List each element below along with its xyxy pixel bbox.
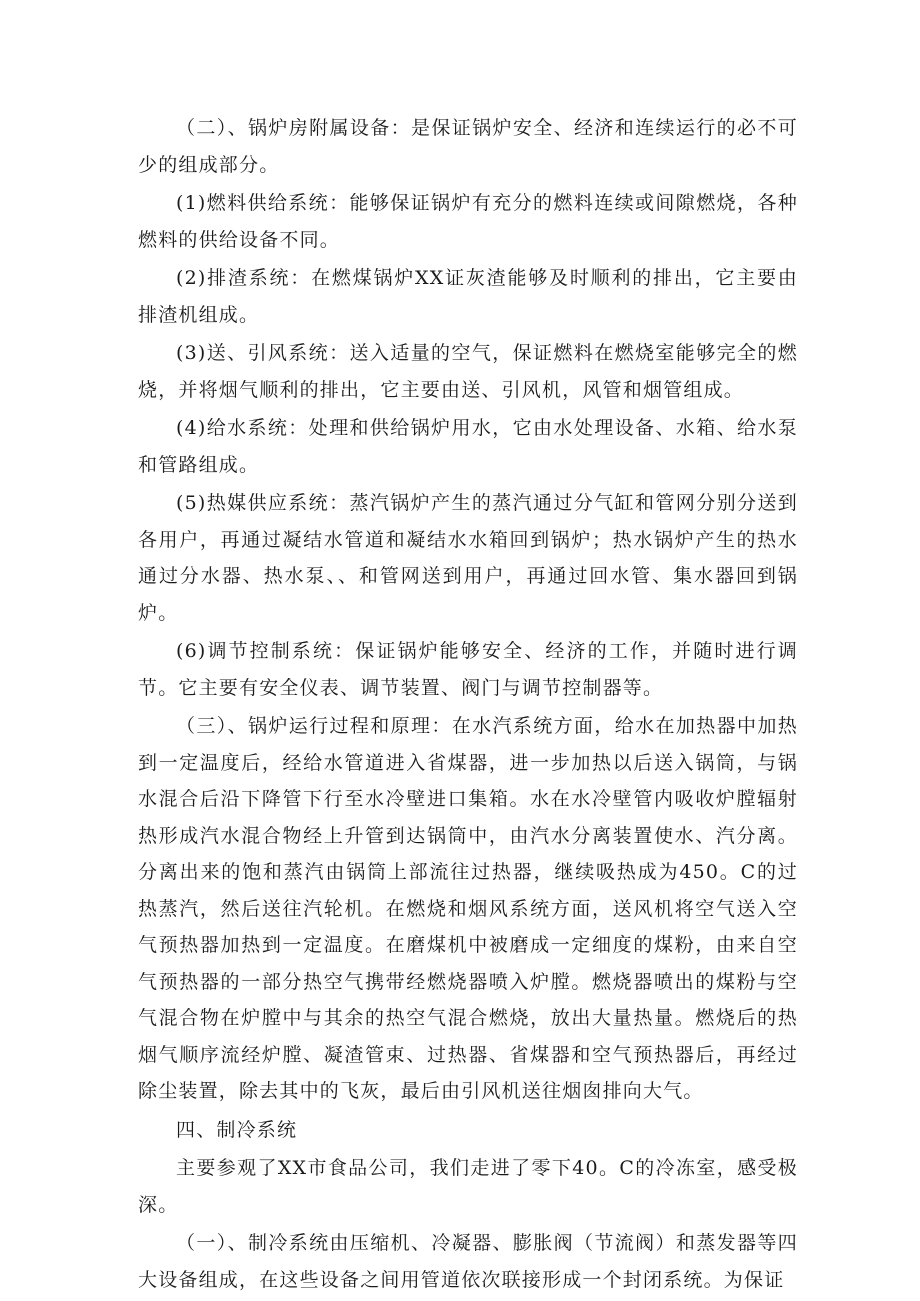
paragraph-feed-water: (4)给水系统：处理和供给锅炉用水，它由水处理设备、水箱、给水泵和管路组成。	[138, 417, 798, 476]
paragraph-boiler-operation: （三）、锅炉运行过程和原理：在水汽系统方面，给水在加热器中加热到一定温度后，经给水管道进入省煤器，进一步加热以后送入锅筒，与锅水混合后沿下降管下行至水冷壁进口集箱。水在水冷壁管内吸收炉膛辐射热形成汽水混合物经上升管到达锅筒中，由汽水分离装置使水、汽分离。分离出来的饱和蒸汽由锅筒上部流往过热器，继续吸热成为450。C的过热蒸汽，然后送往汽轮机。在燃烧和烟风系统方面，送风机将空气送入空气预热器加热到一定温度。在磨煤机中被磨成一定细度的煤粉，由来自空气预热器的一部分热空气携带经燃烧器喷入炉膛。燃烧器喷出的煤粉与空气混合物在炉膛中与其余的热空气混合燃烧，放出大量热量。燃烧后的热烟气顺序流经炉膛、凝渣管束、过热器、省煤器和空气预热器后，再经过除尘装置，除去其中的飞灰，最后由引风机送往烟囱排向大气。	[138, 715, 798, 1102]
section-heading-refrigeration: 四、制冷系统	[176, 1118, 298, 1141]
document-body	[138, 110, 798, 1300]
paragraph-fuel-supply: (1)燃料供给系统：能够保证锅炉有充分的燃料连续或间隙燃烧，各种燃料的供给设备不同。	[138, 192, 798, 251]
paragraph-visit: 主要参观了XX市食品公司，我们走进了零下40。C的冷冻室，感受极深。	[138, 1157, 798, 1216]
paragraph-heat-supply: (5)热媒供应系统：蒸汽锅炉产生的蒸汽通过分气缸和管网分别分送到各用户，再通过凝结水管道和凝结水水箱回到锅炉；热水锅炉产生的热水通过分水器、热水泵、、和管网送到用户，再通过回水管、集水器回到锅炉。	[138, 492, 798, 624]
paragraph-refrigeration-components: （一）、制冷系统由压缩机、冷凝器、膨胀阀（节流阀）和蒸发器等四大设备组成，在这些设备之间用管道依次联接形成一个封闭系统。为保证	[138, 1232, 798, 1291]
paragraph-control-system: (6)调节控制系统：保证锅炉能够安全、经济的工作，并随时进行调节。它主要有安全仪表、调节装置、阀门与调节控制器等。	[138, 640, 798, 699]
paragraph-air-draft: (3)送、引风系统：送入适量的空气，保证燃料在燃烧室能够完全的燃烧，并将烟气顺利的排出，它主要由送、引风机，风管和烟管组成。	[138, 342, 798, 401]
paragraph-slag-discharge: (2)排渣系统：在燃煤锅炉XX证灰渣能够及时顺利的排出，它主要由排渣机组成。	[138, 267, 798, 326]
paragraph-auxiliary-equipment: （二）、锅炉房附属设备：是保证锅炉安全、经济和连续运行的必不可少的组成部分。	[138, 117, 798, 176]
